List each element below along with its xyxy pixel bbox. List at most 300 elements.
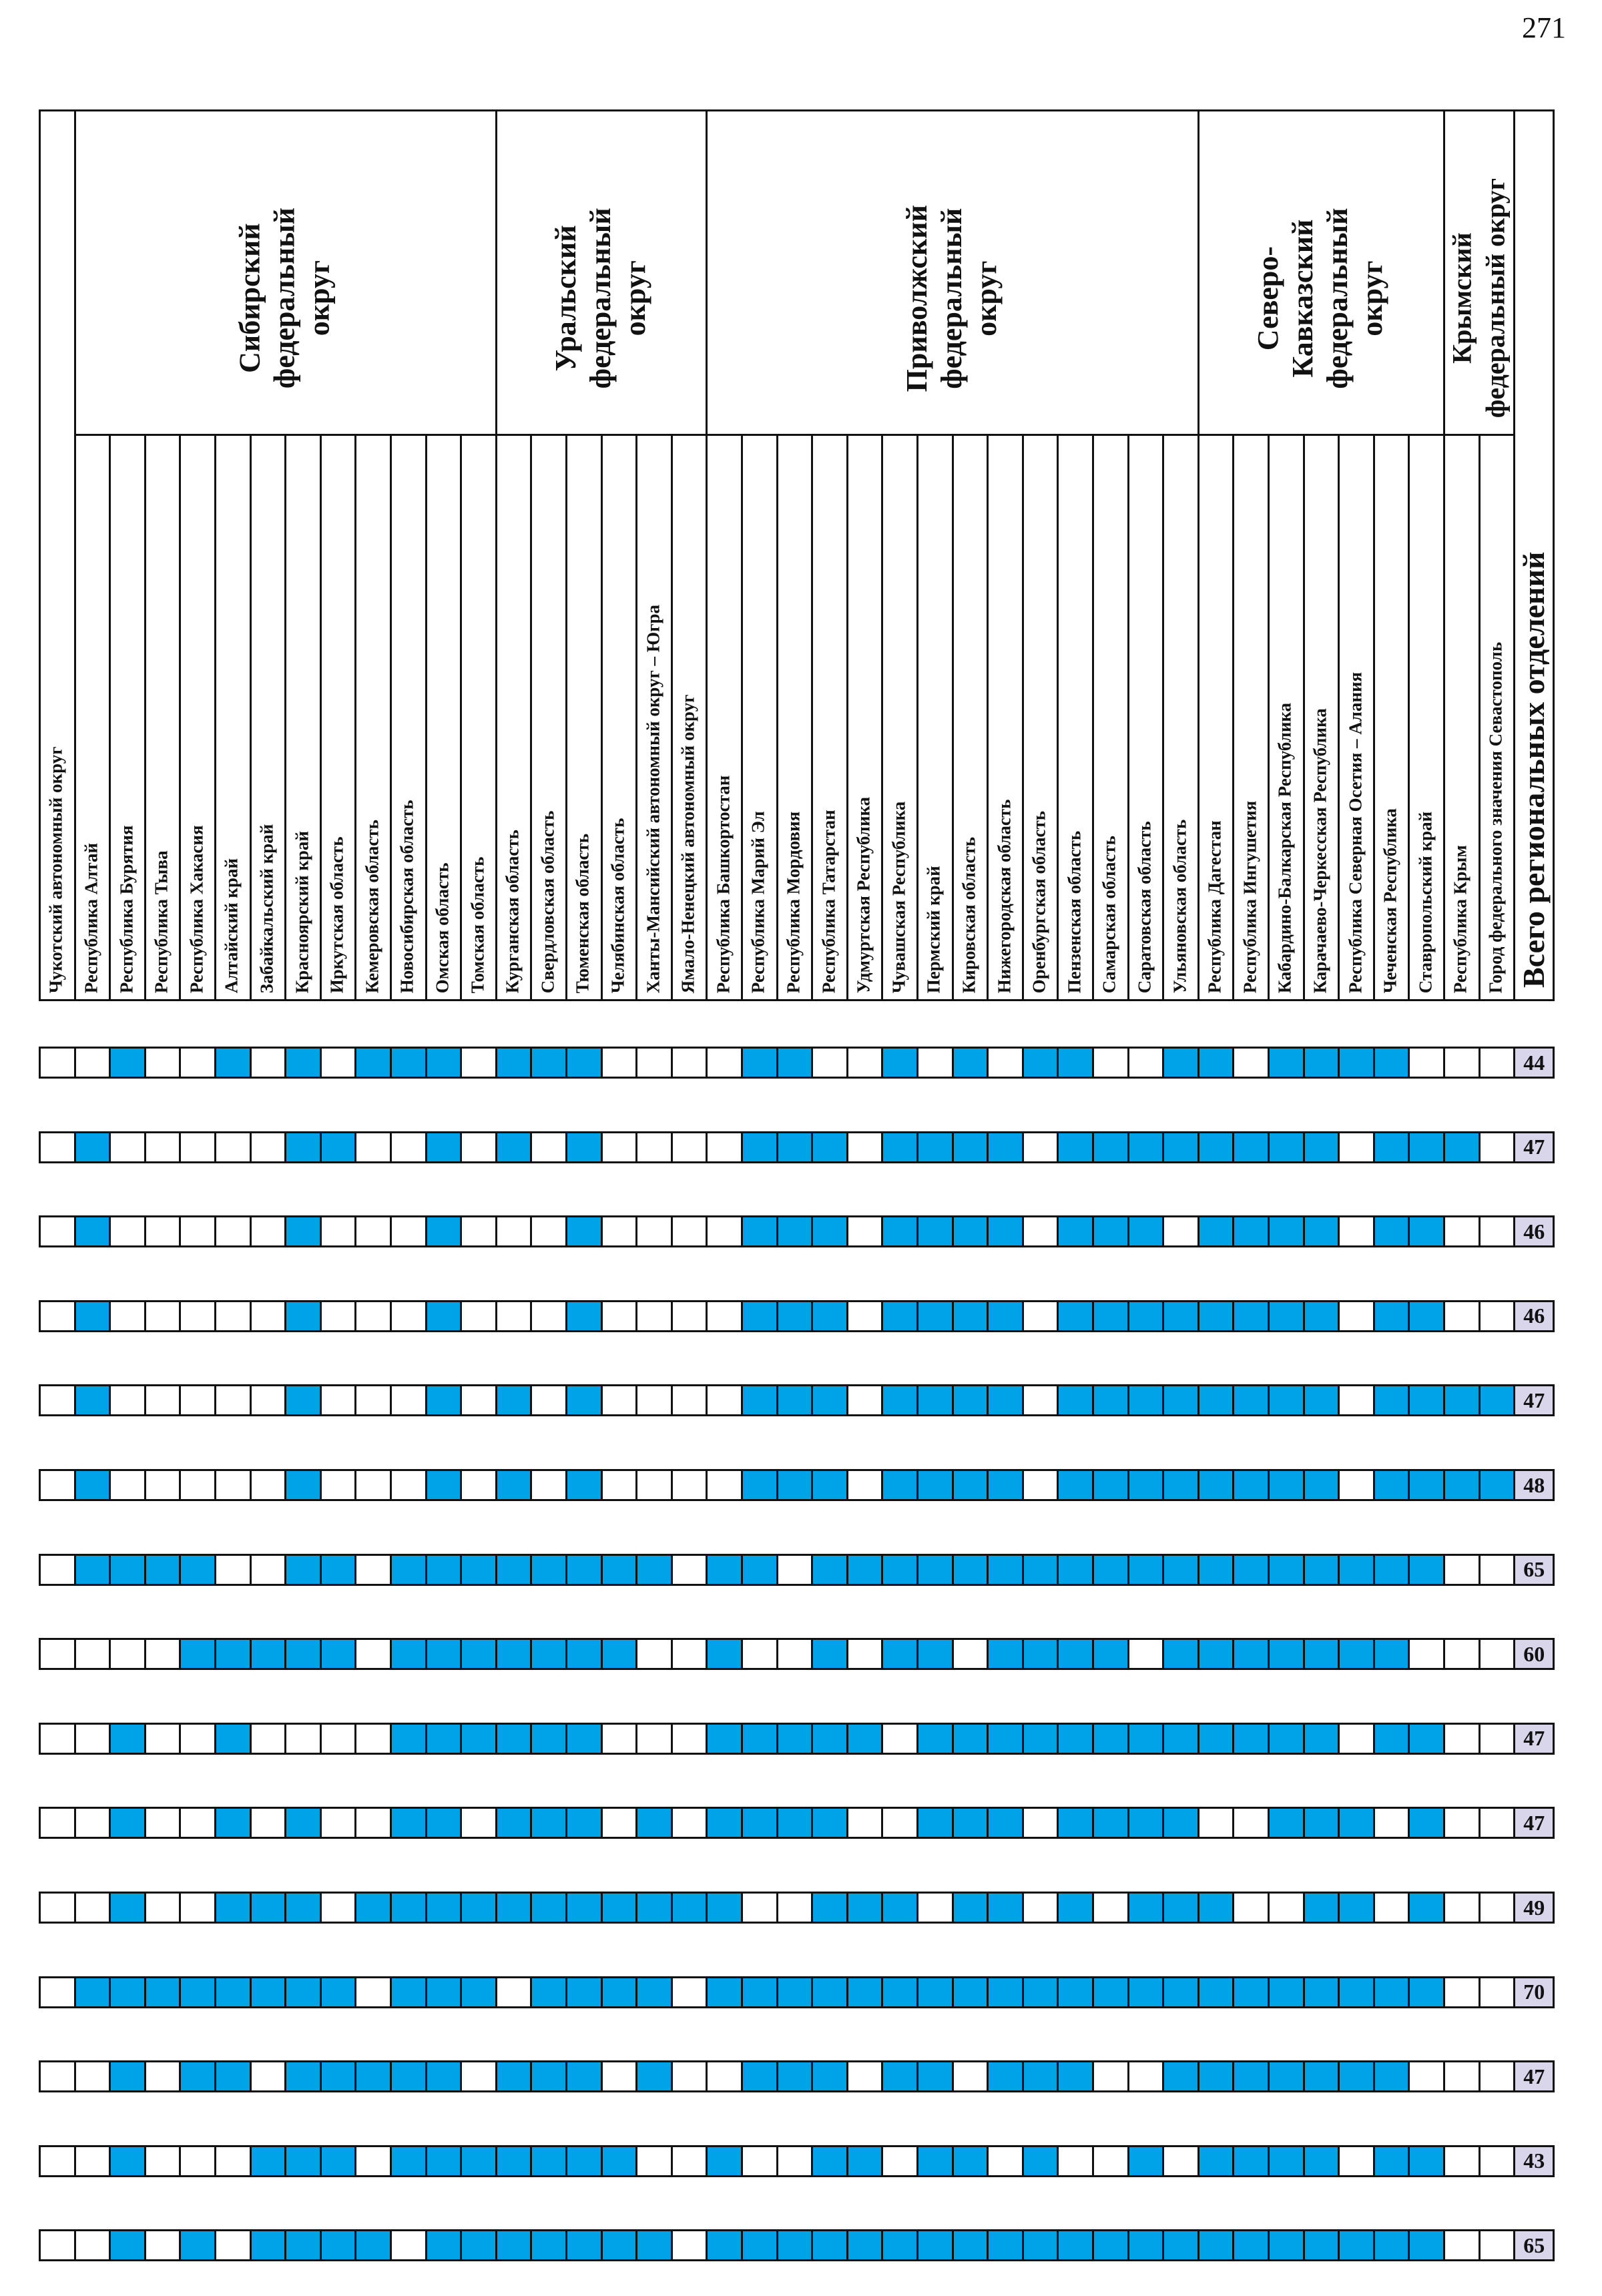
district-label-volga: Приволжский федеральный округ [900,204,1003,392]
membership-cell [460,1047,497,1079]
membership-cell [390,1723,427,1755]
row-total: 47 [1513,1723,1555,1755]
membership-cell [530,2145,567,2177]
membership-cell [565,1807,603,1839]
membership-cell [881,2145,918,2177]
membership-cell [1373,2060,1410,2092]
membership-cell [811,1384,848,1416]
membership-cell [1479,2229,1516,2261]
page-number: 271 [1522,11,1566,44]
membership-cell [1479,1215,1516,1247]
membership-cell [1057,1807,1094,1839]
membership-cell [1408,2060,1445,2092]
membership-cell [320,1384,357,1416]
membership-cell [354,1469,392,1501]
membership-cell [1338,1807,1375,1839]
membership-cell [1197,1384,1235,1416]
membership-cell [284,2229,322,2261]
membership-cell [952,1384,989,1416]
membership-cell [671,1723,708,1755]
region-label: Чукотский автономный округ [46,746,67,993]
membership-cell [1479,1384,1516,1416]
membership-cell [706,1384,743,1416]
membership-cell [565,1892,603,1924]
membership-cell [284,1638,322,1670]
membership-cell [1197,2145,1235,2177]
membership-cell [390,1638,427,1670]
membership-cell [881,1723,918,1755]
membership-cell [179,1892,216,1924]
membership-cell [565,1384,603,1416]
membership-cell [74,1807,111,1839]
membership-cell [565,1976,603,2008]
membership-cell [74,2060,111,2092]
membership-cell [144,1638,182,1670]
membership-cell [1092,1215,1129,1247]
membership-cell [601,1807,638,1839]
membership-cell [320,1976,357,2008]
membership-cell [565,1047,603,1079]
membership-cell [74,2145,111,2177]
membership-cell [1022,1131,1059,1163]
membership-cell [1022,1807,1059,1839]
membership-cell [811,1469,848,1501]
region-label: Самарская область [1099,835,1119,993]
row-total: 47 [1513,1384,1555,1416]
membership-cell [425,1892,463,1924]
membership-cell [144,1723,182,1755]
membership-cell [1022,1554,1059,1586]
membership-cell [881,1807,918,1839]
region-label: Новосибирская область [397,800,417,993]
membership-cell [846,1976,884,2008]
membership-cell [1303,1215,1340,1247]
membership-cell [1373,1047,1410,1079]
membership-cell [1373,1554,1410,1586]
membership-cell [214,1215,252,1247]
membership-cell [671,1047,708,1079]
region-label: Республика Хакасия [186,825,207,993]
membership-cell [1268,1469,1305,1501]
membership-cell [846,1554,884,1586]
membership-cell [284,1807,322,1839]
membership-cell [741,1554,778,1586]
membership-cell [354,2229,392,2261]
membership-cell [179,1215,216,1247]
membership-cell [390,2060,427,2092]
membership-cell [1408,1384,1445,1416]
membership-cell [1338,1131,1375,1163]
membership-cell [214,1300,252,1332]
membership-cell [425,2060,463,2092]
membership-cell [671,1807,708,1839]
membership-cell [1162,1892,1199,1924]
membership-cell [1197,1723,1235,1755]
membership-cell [706,1807,743,1839]
membership-cell [952,1554,989,1586]
region-label: Пермский край [924,865,944,993]
membership-cell [1408,1300,1445,1332]
membership-cell [1162,1131,1199,1163]
membership-cell [109,2229,146,2261]
membership-cell [495,1723,533,1755]
membership-cell [1232,1554,1270,1586]
membership-cell [635,2145,673,2177]
membership-cell [530,1469,567,1501]
membership-cell [1197,1469,1235,1501]
membership-cell [214,1638,252,1670]
membership-cell [1373,2229,1410,2261]
membership-cell [1092,2229,1129,2261]
membership-cell [425,1047,463,1079]
membership-cell [354,1976,392,2008]
membership-cell [1057,1469,1094,1501]
membership-cell [741,1638,778,1670]
membership-cell [706,1300,743,1332]
membership-cell [1022,1976,1059,2008]
membership-cell [1479,1554,1516,1586]
membership-cell [741,1047,778,1079]
membership-cell [390,1300,427,1332]
membership-cell [846,1892,884,1924]
membership-cell [916,1131,954,1163]
membership-cell [284,1976,322,2008]
membership-cell [1408,1215,1445,1247]
membership-cell [390,1892,427,1924]
membership-cell [601,1215,638,1247]
membership-cell [1022,2145,1059,2177]
membership-cell [460,2060,497,2092]
membership-cell [1338,1469,1375,1501]
membership-cell [1057,2145,1094,2177]
membership-cell [916,1554,954,1586]
membership-cell [987,1807,1024,1839]
membership-cell [1092,1892,1129,1924]
membership-cell [811,2229,848,2261]
membership-cell [741,1807,778,1839]
membership-cell [1057,2060,1094,2092]
membership-cell [495,1469,533,1501]
membership-cell [144,1131,182,1163]
membership-cell [460,1554,497,1586]
membership-cell [1443,1047,1481,1079]
membership-cell [1162,1723,1199,1755]
membership-cell [390,2145,427,2177]
membership-cell [1408,1892,1445,1924]
membership-cell [881,1892,918,1924]
membership-cell [1057,1215,1094,1247]
membership-cell [320,1723,357,1755]
membership-cell [635,1384,673,1416]
membership-cell [214,2229,252,2261]
membership-cell [987,1131,1024,1163]
membership-cell [1127,1638,1165,1670]
membership-cell [250,1554,287,1586]
membership-cell [706,1215,743,1247]
membership-cell [460,1638,497,1670]
membership-cell [952,1976,989,2008]
membership-cell [881,1215,918,1247]
membership-cell [425,1807,463,1839]
membership-cell [354,1300,392,1332]
membership-cell [1443,1723,1481,1755]
membership-cell [74,1892,111,1924]
membership-cell [776,1215,814,1247]
membership-cell [601,1131,638,1163]
membership-cell [565,1215,603,1247]
membership-cell [846,1215,884,1247]
membership-cell [1268,1723,1305,1755]
region-label: Ставропольский край [1415,811,1436,993]
membership-cell [39,1892,76,1924]
membership-cell [320,1215,357,1247]
membership-cell [1373,1469,1410,1501]
membership-cell [530,1384,567,1416]
region-label: Пензенская область [1064,830,1085,993]
membership-cell [1197,2060,1235,2092]
membership-cell [601,1554,638,1586]
membership-cell [250,1300,287,1332]
region-label: Омская область [432,862,453,993]
membership-cell [952,1638,989,1670]
membership-cell [530,1976,567,2008]
membership-cell [109,1554,146,1586]
membership-cell [811,1131,848,1163]
region-label: Ямало-Ненецкий автономный округ [678,694,698,993]
membership-cell [1338,1976,1375,2008]
membership-cell [1127,1131,1165,1163]
region-label: Республика Северная Осетия – Алания [1345,671,1366,993]
membership-cell [320,1047,357,1079]
membership-cell [671,2060,708,2092]
membership-cell [635,2060,673,2092]
membership-cell [916,1892,954,1924]
membership-cell [214,1892,252,1924]
membership-cell [250,1976,287,2008]
membership-cell [846,1807,884,1839]
membership-cell [250,2060,287,2092]
membership-cell [706,1892,743,1924]
membership-cell [1373,1976,1410,2008]
membership-cell [881,1638,918,1670]
membership-cell [846,1723,884,1755]
membership-cell [635,1300,673,1332]
membership-cell [425,1469,463,1501]
membership-cell [530,1047,567,1079]
region-label: Алтайский край [222,858,242,993]
membership-cell [565,1638,603,1670]
membership-cell [776,1723,814,1755]
membership-cell [1057,2229,1094,2261]
region-label: Тюменская область [573,833,593,993]
membership-cell [1479,1638,1516,1670]
membership-cell [354,1384,392,1416]
membership-cell [565,1723,603,1755]
membership-cell [530,1131,567,1163]
membership-cell [74,1300,111,1332]
membership-cell [1373,2145,1410,2177]
region-label: Республика Дагестан [1204,820,1225,993]
membership-cell [881,2229,918,2261]
membership-cell [916,1807,954,1839]
membership-cell [1373,1892,1410,1924]
total-header: Всего региональных отделений [1517,551,1551,988]
membership-cell [1373,1723,1410,1755]
membership-cell [1127,2229,1165,2261]
membership-cell [495,1131,533,1163]
membership-cell [811,2060,848,2092]
membership-cell [1022,1384,1059,1416]
membership-cell [916,1469,954,1501]
membership-cell [1057,1554,1094,1586]
membership-cell [460,1215,497,1247]
membership-cell [39,2060,76,2092]
membership-cell [144,1976,182,2008]
membership-cell [1479,2145,1516,2177]
region-label: Забайкальский край [256,824,277,993]
membership-cell [601,1723,638,1755]
region-label: Нижегородская область [994,799,1015,993]
membership-cell [390,1554,427,1586]
membership-cell [144,1892,182,1924]
membership-cell [601,2145,638,2177]
membership-cell [1443,1131,1481,1163]
membership-cell [1127,1300,1165,1332]
membership-cell [635,1047,673,1079]
membership-cell [1268,1300,1305,1332]
membership-cell [916,1384,954,1416]
membership-cell [811,1638,848,1670]
membership-cell [144,1047,182,1079]
region-label: Чеченская Республика [1380,808,1400,993]
membership-cell [601,2060,638,2092]
membership-cell [635,1131,673,1163]
region-label: Республика Мордовия [783,811,804,993]
membership-cell [671,1300,708,1332]
membership-cell [952,2229,989,2261]
membership-cell [987,1469,1024,1501]
membership-cell [250,2229,287,2261]
membership-cell [811,1554,848,1586]
region-label: Иркутская область [326,836,347,993]
membership-cell [741,1215,778,1247]
membership-cell [1408,1469,1445,1501]
membership-cell [425,2229,463,2261]
region-label: Республика Крым [1450,844,1471,993]
membership-cell [1092,2060,1129,2092]
membership-cell [39,1723,76,1755]
membership-cell [1268,1554,1305,1586]
membership-cell [706,2145,743,2177]
membership-cell [320,2145,357,2177]
membership-cell [214,1047,252,1079]
membership-cell [1303,1638,1340,1670]
membership-cell [881,2060,918,2092]
membership-cell [1303,2229,1340,2261]
membership-cell [1232,1469,1270,1501]
membership-cell [1408,1807,1445,1839]
membership-cell [741,1384,778,1416]
membership-cell [1408,1638,1445,1670]
membership-cell [987,1215,1024,1247]
membership-cell [987,1723,1024,1755]
membership-cell [987,1300,1024,1332]
membership-cell [1057,1131,1094,1163]
membership-cell [635,1892,673,1924]
membership-cell [39,1469,76,1501]
membership-cell [1479,1131,1516,1163]
region-label: Республика Башкортостан [713,775,734,993]
membership-cell [460,1131,497,1163]
membership-cell [1303,1384,1340,1416]
membership-cell [916,1047,954,1079]
membership-cell [776,1047,814,1079]
row-total: 46 [1513,1215,1555,1247]
membership-cell [39,1047,76,1079]
membership-cell [214,1807,252,1839]
membership-cell [495,2060,533,2092]
membership-cell [1443,1976,1481,2008]
membership-cell [776,2060,814,2092]
membership-cell [354,1215,392,1247]
membership-cell [425,1723,463,1755]
membership-cell [635,1638,673,1670]
membership-cell [706,1976,743,2008]
region-label: Республика Татарстан [818,810,839,993]
membership-cell [74,1976,111,2008]
membership-cell [1338,1047,1375,1079]
membership-cell [214,1554,252,1586]
membership-cell [1092,1554,1129,1586]
membership-cell [320,2229,357,2261]
membership-cell [1303,1807,1340,1839]
membership-cell [1373,1384,1410,1416]
membership-cell [1022,1047,1059,1079]
membership-cell [109,1300,146,1332]
row-total: 65 [1513,1554,1555,1586]
membership-cell [776,1384,814,1416]
membership-cell [881,1300,918,1332]
membership-cell [530,1638,567,1670]
membership-cell [109,1638,146,1670]
membership-cell [1338,1892,1375,1924]
membership-cell [1092,1807,1129,1839]
membership-cell [1162,1976,1199,2008]
membership-cell [1022,1892,1059,1924]
membership-cell [460,1807,497,1839]
membership-cell [846,1638,884,1670]
membership-cell [1408,2145,1445,2177]
membership-cell [601,1047,638,1079]
membership-cell [74,2229,111,2261]
membership-cell [1443,2229,1481,2261]
row-total: 49 [1513,1892,1555,1924]
region-label: Республика Алтай [81,842,101,993]
membership-cell [706,2060,743,2092]
membership-cell [1338,1384,1375,1416]
membership-cell [1162,2145,1199,2177]
membership-cell [1197,1047,1235,1079]
membership-cell [987,1892,1024,1924]
membership-cell [601,1469,638,1501]
membership-cell [811,1892,848,1924]
membership-cell [1022,1638,1059,1670]
membership-cell [1127,1723,1165,1755]
membership-cell [144,1215,182,1247]
membership-cell [109,1892,146,1924]
membership-cell [179,1723,216,1755]
membership-cell [179,1807,216,1839]
